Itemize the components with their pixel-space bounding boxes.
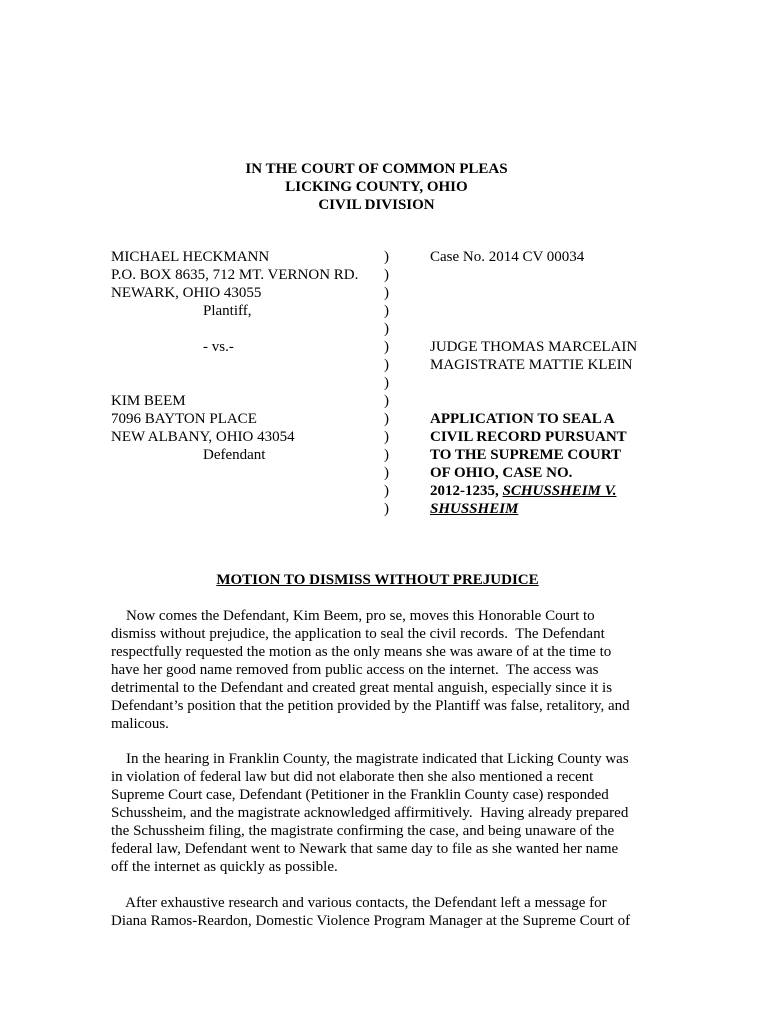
- plaintiff-address-line1: P.O. BOX 8635, 712 MT. VERNON RD.: [111, 267, 359, 283]
- paragraph-line: In the hearing in Franklin County, the magistrate indicated that Licking County was: [111, 751, 629, 767]
- paren: ): [384, 249, 389, 265]
- defendant-name: KIM BEEM: [111, 393, 186, 409]
- plaintiff-role: Plantiff,: [203, 303, 252, 319]
- body-paragraph-1: [111, 607, 651, 733]
- application-case-name-part2: SHUSSHEIM: [430, 501, 519, 517]
- paren: ): [384, 303, 389, 319]
- paragraph-line: respectfully requested the motion as the only means she was aware of at the time to: [111, 644, 612, 660]
- paren: ): [384, 447, 389, 463]
- motion-title: MOTION TO DISMISS WITHOUT PREJUDICE: [216, 572, 539, 588]
- paren: ): [384, 267, 389, 283]
- plaintiff-name: MICHAEL HECKMANN: [111, 249, 270, 265]
- plaintiff-address-line2: NEWARK, OHIO 43055: [111, 285, 262, 301]
- magistrate-name: MAGISTRATE MATTIE KLEIN: [430, 357, 633, 373]
- spacer: [430, 374, 670, 392]
- application-title-line6: [430, 500, 670, 518]
- paragraph-line: Schussheim, and the magistrate acknowledged affirmitively. Having already prepared: [111, 805, 629, 821]
- case-info-column: [430, 248, 670, 518]
- body-paragraph-3: [111, 894, 651, 930]
- paragraph-line: Supreme Court case, Defendant (Petitioner in the Franklin County case) responded: [111, 787, 609, 803]
- body-paragraph-2: [111, 750, 651, 876]
- caption-parentheses: [384, 248, 398, 518]
- paragraph-line: dismiss without prejudice, the application to seal the civil records. The Defendant: [111, 626, 605, 642]
- paragraph-line: malicous.: [111, 716, 169, 732]
- paren: ): [384, 339, 389, 355]
- paren: ): [384, 375, 389, 391]
- case-number: Case No. 2014 CV 00034: [430, 249, 585, 265]
- paragraph-line: federal law, Defendant went to Newark that same day to file as she wanted her name: [111, 841, 619, 857]
- defendant-address-line2: NEW ALBANY, OHIO 43054: [111, 429, 295, 445]
- case-caption: [0, 248, 768, 523]
- paren: ): [384, 321, 389, 337]
- court-county: LICKING COUNTY, OHIO: [285, 179, 468, 195]
- court-division: CIVIL DIVISION: [318, 197, 435, 213]
- application-title-line5: [430, 482, 670, 500]
- application-title-line2: CIVIL RECORD PURSUANT: [430, 429, 627, 445]
- paren: ): [384, 465, 389, 481]
- paren: ): [384, 393, 389, 409]
- paragraph-line: detrimental to the Defendant and created great mental anguish, especially since it is: [111, 680, 613, 696]
- paragraph-line: off the internet as quickly as possible.: [111, 859, 338, 875]
- defendant-role: Defendant: [203, 447, 266, 463]
- spacer: [430, 284, 670, 302]
- spacer: [111, 356, 381, 374]
- paragraph-line: in violation of federal law but did not elaborate then she also mentioned a recent: [111, 769, 594, 785]
- paren: ): [384, 501, 389, 517]
- application-title-line4: OF OHIO, CASE NO.: [430, 465, 573, 481]
- application-case-name-part1: SCHUSSHEIM V.: [502, 483, 617, 499]
- paragraph-line: After exhaustive research and various contacts, the Defendant left a message for: [111, 895, 607, 911]
- spacer: [430, 302, 670, 320]
- defendant-address-line1: 7096 BAYTON PLACE: [111, 411, 257, 427]
- paren: ): [384, 483, 389, 499]
- court-header: [0, 160, 753, 214]
- paren: ): [384, 429, 389, 445]
- spacer: [111, 374, 381, 392]
- court-name: IN THE COURT OF COMMON PLEAS: [245, 161, 508, 177]
- parties-column: [111, 248, 381, 464]
- spacer: [430, 392, 670, 410]
- paragraph-line: the Schussheim filing, the magistrate confirming the case, and being unaware of the: [111, 823, 615, 839]
- versus-label: - vs.-: [203, 339, 234, 355]
- spacer: [430, 320, 670, 338]
- spacer: [111, 320, 381, 338]
- paragraph-line: Defendant’s position that the petition provided by the Plantiff was false, retalitory, and: [111, 698, 630, 714]
- application-title-line3: TO THE SUPREME COURT: [430, 447, 622, 463]
- paren: ): [384, 411, 389, 427]
- paragraph-line: Now comes the Defendant, Kim Beem, pro se, moves this Honorable Court to: [111, 608, 595, 624]
- paren: ): [384, 285, 389, 301]
- application-case-number: 2012-1235,: [430, 483, 503, 499]
- paragraph-line: have her good name removed from public access on the internet. The access was: [111, 662, 599, 678]
- judge-name: JUDGE THOMAS MARCELAIN: [430, 339, 638, 355]
- spacer: [430, 266, 670, 284]
- application-title-line1: APPLICATION TO SEAL A: [430, 411, 615, 427]
- paren: ): [384, 357, 389, 373]
- paragraph-line: Diana Ramos-Reardon, Domestic Violence Program Manager at the Supreme Court of: [111, 913, 631, 929]
